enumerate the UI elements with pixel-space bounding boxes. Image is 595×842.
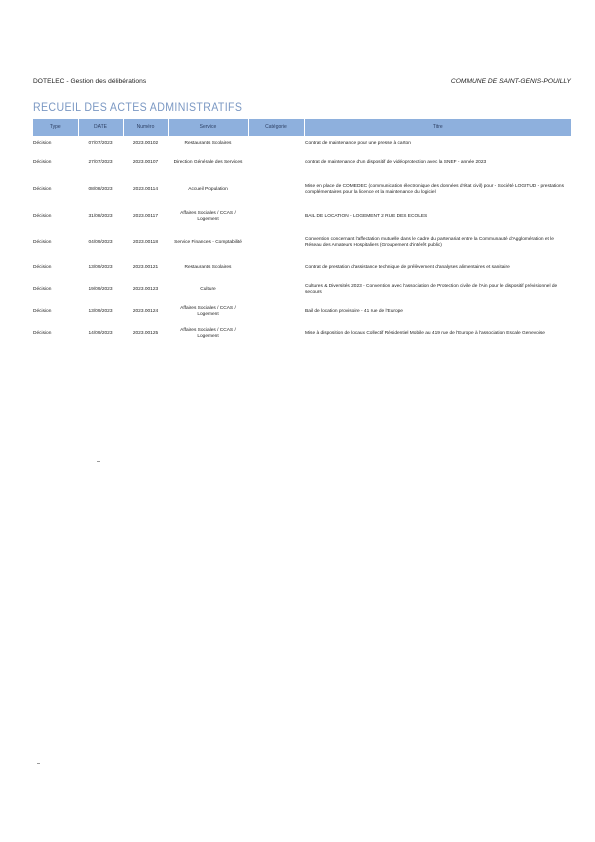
table-row xyxy=(33,205,571,229)
cell-type: Décision xyxy=(33,265,52,270)
cell-numero: 2023.00125 xyxy=(132,331,159,336)
cell-type: Décision xyxy=(33,308,52,314)
cell-numero: 2023.00117 xyxy=(133,214,158,219)
cell-type: Décision xyxy=(33,286,52,292)
table-row xyxy=(33,229,571,257)
acts-table xyxy=(33,119,571,345)
cell-titre: Contrat de maintenance pour une presse à carton xyxy=(305,140,411,146)
cell-type: Décision xyxy=(33,160,52,165)
cell-date: 31/08/2023 xyxy=(88,214,113,219)
cell-service: Service Finances - Comptabilité xyxy=(174,240,242,245)
cell-type: Décision xyxy=(33,331,52,336)
cell-categorie xyxy=(248,151,304,175)
table-row xyxy=(33,257,571,279)
cell-date: 07/07/2023 xyxy=(88,140,113,146)
col-header-numero: Numéro xyxy=(123,119,168,136)
cell-numero: 2023.00121 xyxy=(132,265,159,270)
table-header-row xyxy=(33,119,571,136)
page-title: RECUEIL DES ACTES ADMINISTRATIFS xyxy=(33,102,243,114)
cell-service: Affaires Sociales / CCAS / Logement xyxy=(180,305,236,317)
cell-categorie xyxy=(248,257,304,279)
cell-titre: Contrat de prestation d'assistance technique de prélèvement d'analyses alimentaires et sanitaire xyxy=(305,265,510,270)
cell-service: Restaurants Scolaires xyxy=(184,140,232,146)
cell-service: Restaurants Scolaires xyxy=(184,265,232,270)
cell-titre: BAIL DE LOCATION - LOGEMENT 2 RUE DES ECOLES xyxy=(305,214,428,219)
cell-date: 04/09/2023 xyxy=(88,240,113,245)
cell-numero: 2023.00107 xyxy=(132,160,159,165)
cell-numero: 2023.00124 xyxy=(132,308,159,314)
cell-service: Direction Générale des Services xyxy=(173,160,243,165)
cell-titre: Mise en place de COMEDEC (communication électronique des données d'état civil) pour - Société LOGITUD - prestations complémentaires pour la licence et la maintenance du logiciel xyxy=(305,184,564,195)
cell-categorie xyxy=(248,300,304,323)
cell-categorie xyxy=(248,175,304,205)
col-header-service: Service xyxy=(168,119,248,136)
cell-date: 08/08/2023 xyxy=(88,187,113,192)
cell-type: Décision xyxy=(33,140,52,146)
scan-speck xyxy=(97,461,100,462)
app-title: DOTELEC - Gestion des délibérations xyxy=(33,78,147,85)
cell-type: Décision xyxy=(33,187,52,192)
cell-titre: Cultures & Diversités 2023 - Convention avec l'association de Protection civile de l'Ain pour le dispositif prévisionnel de secours xyxy=(305,283,558,295)
table-row xyxy=(33,279,571,300)
cell-service: Accueil Population xyxy=(188,187,228,192)
col-header-categorie: Catégorie xyxy=(248,119,304,136)
cell-categorie xyxy=(248,205,304,229)
cell-service: Affaires Sociales / CCAS / Logement xyxy=(180,328,236,339)
cell-titre: Convention concernant l'affectation mutuelle dans le cadre du partenariat entre la Communauté d'Agglomération et le Réseau des Amateurs Hospitaliers (Groupement d'intérêt public) xyxy=(305,237,554,248)
table-row xyxy=(33,136,571,151)
cell-categorie xyxy=(248,279,304,300)
cell-date: 27/07/2023 xyxy=(88,160,113,165)
table-row xyxy=(33,323,571,345)
cell-titre: Mise à disposition de locaux Collectif Résidentiel Mobile au 419 rue de l'Europe à l'association Escale Genevoise xyxy=(305,331,545,336)
table-row xyxy=(33,175,571,205)
col-header-date: DATE xyxy=(78,119,123,136)
cell-numero: 2023.00114 xyxy=(133,187,158,192)
cell-date: 14/09/2023 xyxy=(88,331,113,336)
cell-titre: contrat de maintenance d'un dispositif de vidéoprotection avec la SNEF - année 2023 xyxy=(305,160,487,165)
cell-type: Décision xyxy=(33,240,52,245)
cell-titre: Bail de location provisoire - 41 rue de l'Europe xyxy=(305,308,403,314)
col-header-titre: Titre xyxy=(304,119,571,136)
table-row xyxy=(33,300,571,323)
cell-date: 19/09/2023 xyxy=(88,286,113,292)
cell-date: 13/09/2023 xyxy=(88,265,113,270)
cell-service: Affaires Sociales / CCAS / Logement xyxy=(180,211,236,222)
cell-categorie xyxy=(248,136,304,151)
cell-type: Décision xyxy=(33,214,52,219)
cell-numero: 2023.00118 xyxy=(133,240,158,245)
commune-name: COMMUNE DE SAINT-GENIS-POUILLY xyxy=(450,78,571,85)
table-row xyxy=(33,151,571,175)
scan-speck xyxy=(37,763,40,764)
col-header-type: Type xyxy=(33,119,78,136)
document-header xyxy=(33,78,571,90)
cell-numero: 2023.00102 xyxy=(132,140,159,146)
cell-categorie xyxy=(248,323,304,345)
cell-categorie xyxy=(248,229,304,257)
cell-numero: 2023.00123 xyxy=(132,286,159,292)
cell-service: Culture xyxy=(200,286,216,292)
cell-date: 13/09/2023 xyxy=(88,308,113,314)
